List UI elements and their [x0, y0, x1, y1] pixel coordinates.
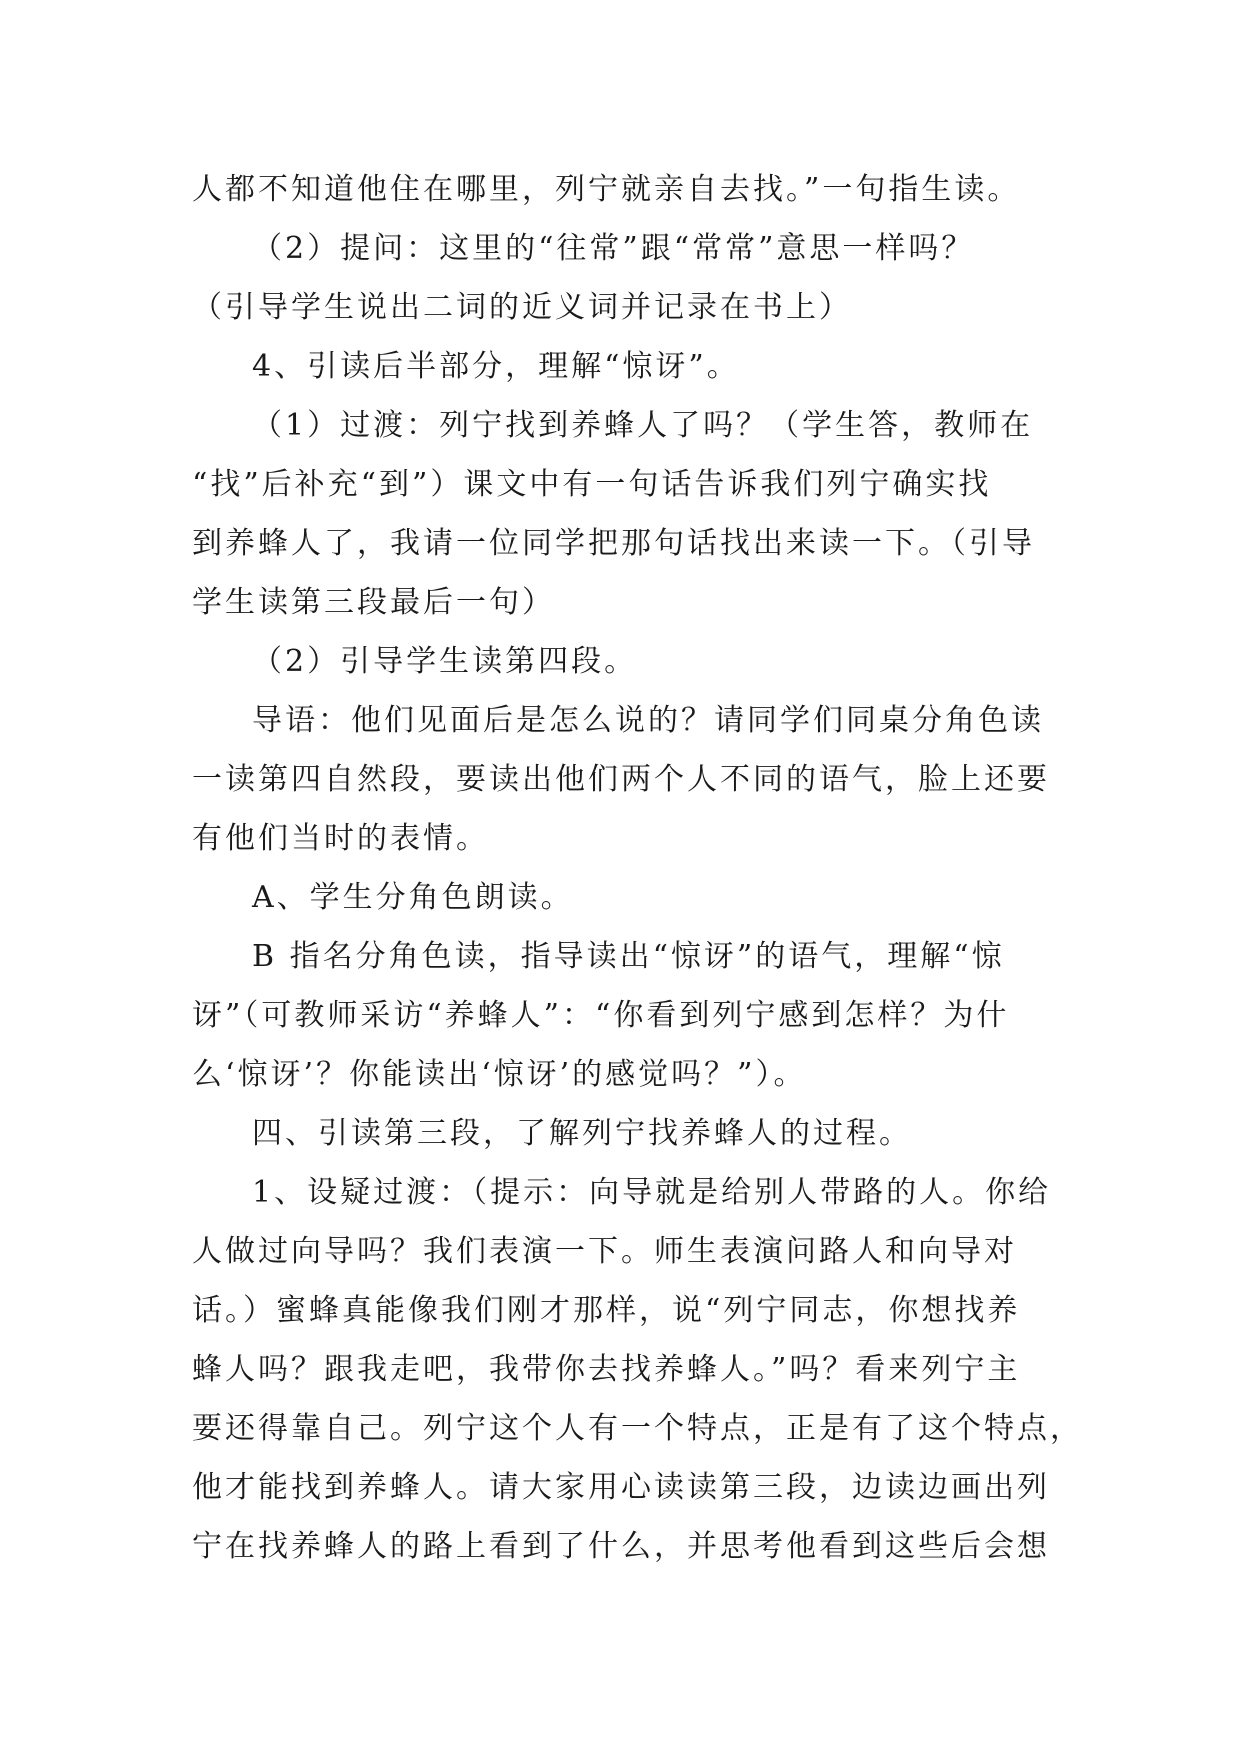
text-line: 话。）蜜蜂真能像我们刚才那样，说“列宁同志，你想找养 — [192, 1293, 1021, 1328]
text-line: 一读第四自然段，要读出他们两个人不同的语气，脸上还要 — [192, 762, 1050, 797]
text-line: 人都不知道他住在哪里，列宁就亲自去找。”一句指生读。 — [192, 172, 1021, 207]
document-body — [192, 160, 1083, 1576]
paragraph — [192, 1104, 1058, 1163]
text-line: 么‘惊讶’？你能读出‘惊讶’的感觉吗？”）。 — [192, 1057, 807, 1092]
text-line: 导语：他们见面后是怎么说的？请同学们同桌分角色读 — [252, 703, 1044, 738]
text-line: 到养蜂人了，我请一位同学把那句话找出来读一下。（引导 — [192, 526, 1035, 561]
paragraph — [192, 1163, 1083, 1576]
text-line: A、学生分角色朗读。 — [252, 880, 574, 915]
paragraph — [192, 868, 1058, 927]
text-line: 宁在找养蜂人的路上看到了什么，并思考他看到这些后会想 — [192, 1529, 1050, 1564]
text-line: （引导学生说出二词的近义词并记录在书上） — [192, 290, 852, 325]
paragraph — [192, 396, 1058, 632]
text-line: 1、设疑过渡：（提示：向导就是给别人带路的人。你给 — [252, 1175, 1052, 1210]
text-line: 有他们当时的表情。 — [192, 821, 489, 856]
text-line: 人做过向导吗？我们表演一下。师生表演问路人和向导对 — [192, 1234, 1017, 1269]
paragraph — [192, 691, 1058, 868]
paragraph — [192, 160, 1058, 219]
text-line: 蜂人吗？跟我走吧，我带你去找养蜂人。”吗？看来列宁主 — [192, 1352, 1021, 1387]
text-line: 讶”（可教师采访“养蜂人”：“你看到列宁感到怎样？为什 — [192, 998, 1010, 1033]
paragraph — [192, 219, 1058, 337]
text-line: B 指名分角色读，指导读出“惊讶”的语气，理解“惊 — [252, 939, 1005, 974]
text-line: （1）过渡：列宁找到养蜂人了吗？（学生答，教师在 — [252, 408, 1034, 443]
paragraph — [192, 632, 1058, 691]
text-line: 要还得靠自己。列宁这个人有一个特点，正是有了这个特点， — [192, 1411, 1083, 1446]
text-line: 他才能找到养蜂人。请大家用心读读第三段，边读边画出列 — [192, 1470, 1050, 1505]
text-line: （2）引导学生读第四段。 — [252, 644, 638, 679]
text-line: 四、引读第三段，了解列宁找养蜂人的过程。 — [252, 1116, 912, 1151]
text-line: （2）提问：这里的“往常”跟“常常”意思一样吗？ — [252, 231, 975, 266]
paragraph — [192, 337, 1058, 396]
paragraph — [192, 927, 1058, 1104]
text-line: “找”后补充“到”）课文中有一句话告诉我们列宁确实找 — [192, 467, 992, 502]
text-line: 学生读第三段最后一句） — [192, 585, 555, 620]
text-line: 4、引读后半部分，理解“惊讶”。 — [252, 349, 740, 384]
